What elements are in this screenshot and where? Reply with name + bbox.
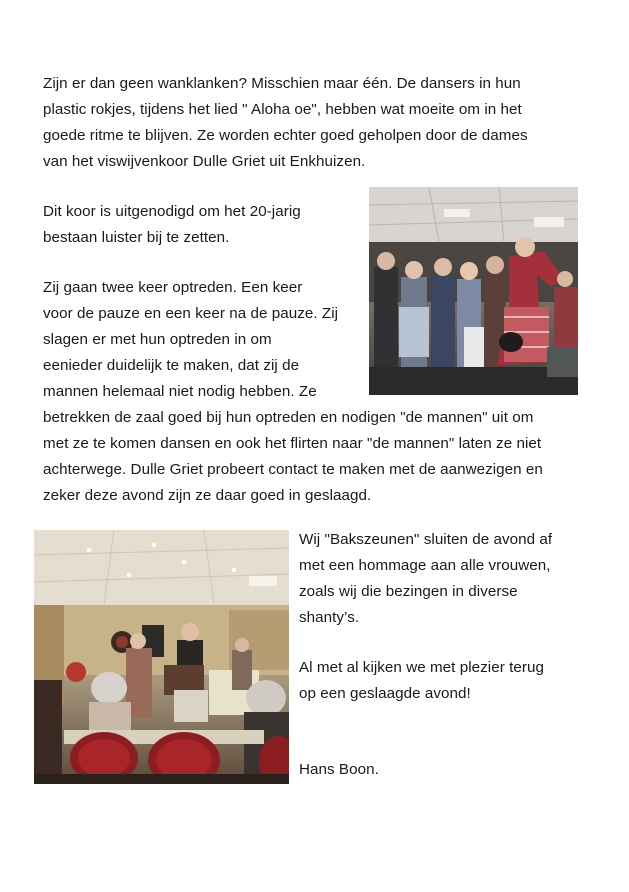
paragraph-3-line-1: Zij gaan twee keer optreden. Een keer — [43, 279, 303, 296]
author-signature: Hans Boon. — [299, 761, 379, 778]
paragraph-1-line-2: plastic rokjes, tijdens het lied " Aloha oe", hebben wat moeite om in het — [43, 101, 522, 118]
paragraph-5-line-2: op een geslaagde avond! — [299, 685, 471, 702]
paragraph-3-line-6: betrekken de zaal goed bij hun optreden en nodigen "de mannen" uit om — [43, 409, 534, 426]
paragraph-1-line-1: Zijn er dan geen wanklanken? Misschien maar één. De dansers in hun — [43, 75, 521, 92]
paragraph-3-line-2: voor de pauze en een keer na de pauze. Zij — [43, 305, 339, 322]
audience-room-photo — [34, 530, 289, 784]
paragraph-1-line-4: van het viswijvenkoor Dulle Griet uit Enkhuizen. — [43, 153, 366, 170]
paragraph-3-line-8: achterwege. Dulle Griet probeert contact te maken met de aanwezigen en — [43, 461, 543, 478]
paragraph-3-line-7: met ze te komen dansen en ook het flirten naar "de mannen" laten ze niet — [43, 435, 542, 452]
paragraph-2-line-1: Dit koor is uitgenodigd om het 20-jarig — [43, 203, 301, 220]
choir-performance-photo — [369, 187, 578, 395]
paragraph-4-line-3: zoals wij die bezingen in diverse — [299, 583, 518, 600]
paragraph-3-line-5: mannen helemaal niet nodig hebben. Ze — [43, 383, 317, 400]
paragraph-4-line-4: shanty’s. — [299, 609, 360, 626]
paragraph-3-line-4: eenieder duidelijk te maken, dat zij de — [43, 357, 300, 374]
paragraph-2-line-2: bestaan luister bij te zetten. — [43, 229, 230, 246]
paragraph-3-line-3: slagen er met hun optreden in om — [43, 331, 272, 348]
paragraph-4-line-1: Wij "Bakszeunen" sluiten de avond af — [299, 531, 553, 548]
paragraph-5-line-1: Al met al kijken we met plezier terug — [299, 659, 544, 676]
paragraph-3-line-9: zeker deze avond zijn ze daar goed in geslaagd. — [43, 487, 372, 504]
paragraph-4-line-2: met een hommage aan alle vrouwen, — [299, 557, 551, 574]
paragraph-1-line-3: goede ritme te blijven. Ze worden echter goed geholpen door de dames — [43, 127, 528, 144]
